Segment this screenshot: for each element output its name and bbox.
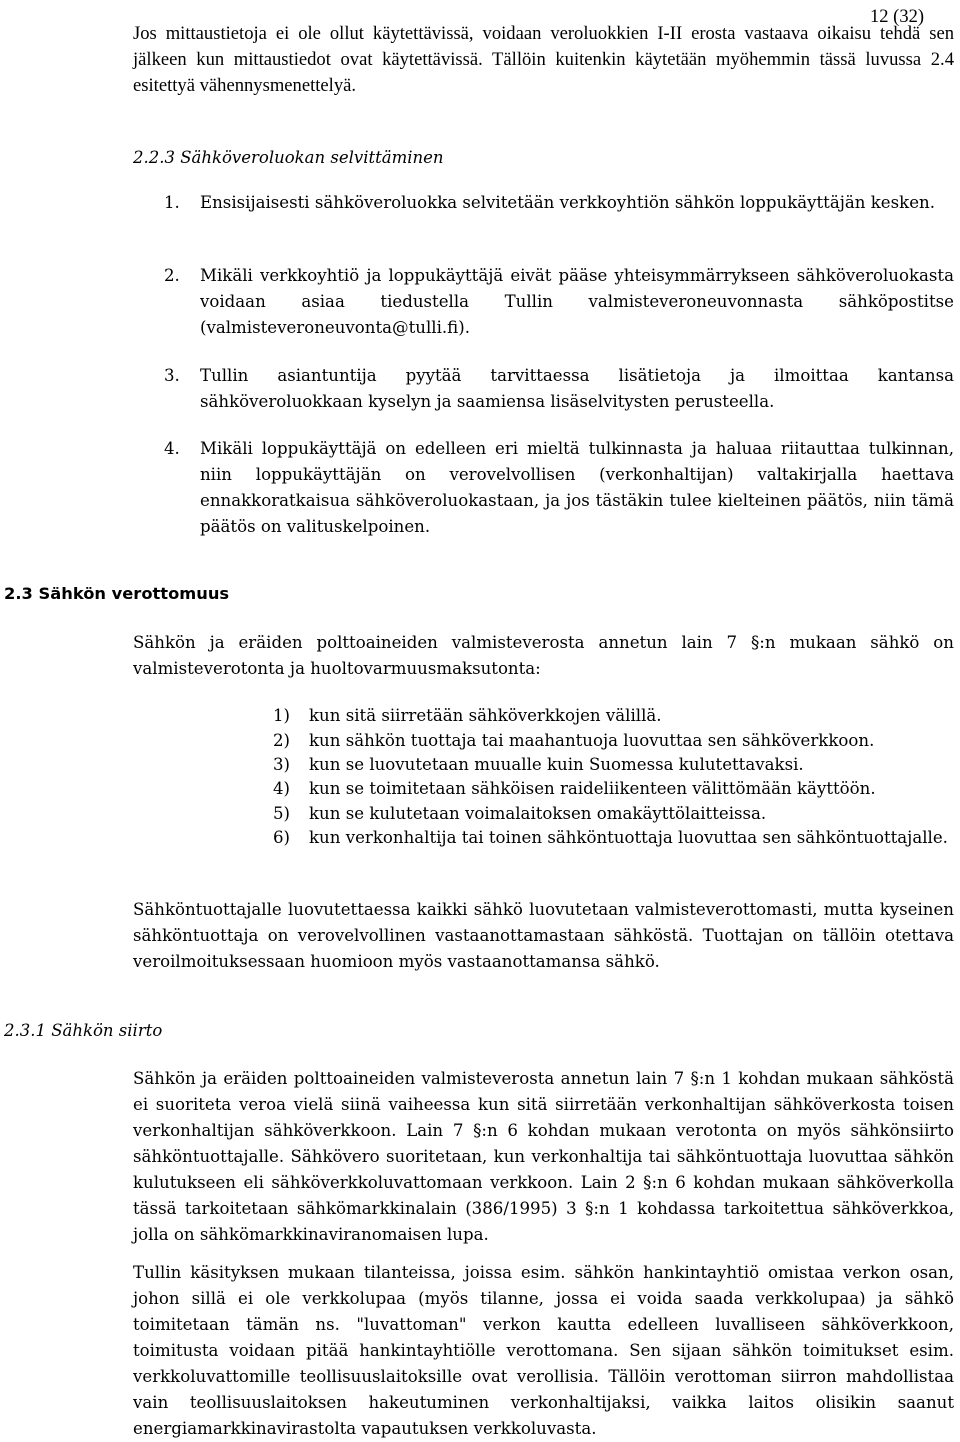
list-item: [273, 776, 954, 802]
section-heading-2-2-3: 2.2.3 Sähköveroluokan selvittäminen: [133, 148, 444, 167]
list-item-text: Ensisijaisesti sähköveroluokka selvitetään verkkoyhtiön sähkön loppukäyttäjän kesken.: [200, 193, 935, 212]
list-item-number: 4.: [164, 439, 180, 458]
list-item-number: 4): [273, 779, 291, 798]
list-item: [164, 436, 954, 540]
list-item-text: kun se kulutetaan voimalaitoksen omakäyttölaitteissa.: [309, 804, 767, 823]
list-item: [273, 728, 954, 754]
page-number: 12 (32): [870, 7, 924, 27]
list-item-text: Tullin asiantuntija pyytää tarvittaessa lisätietoja ja ilmoittaa kantansa sähköveroluokkaan kyselyn ja saamiensa lisäselvitysten perusteella.: [200, 366, 954, 411]
list-item-number: 2): [273, 731, 291, 750]
list-item: [273, 825, 954, 851]
list-item-text: kun se luovutetaan muualle kuin Suomessa kulutettavaksi.: [309, 755, 804, 774]
section-heading-2-3: 2.3 Sähkön verottomuus: [4, 584, 230, 603]
list-item-number: 1.: [164, 193, 180, 212]
list-item-number: 2.: [164, 266, 180, 285]
list-item-number: 5): [273, 804, 291, 823]
list-item-text: kun se toimitetaan sähköisen raideliikenteen välittömään käyttöön.: [309, 779, 876, 798]
section-2-3-1-paragraph-2: Tullin käsityksen mukaan tilanteissa, joissa esim. sähkön hankintayhtiö omistaa verkon osan, johon sillä ei ole verkkolupaa (myös tilanne, jossa ei voida saada verkkolupaa) ja sähkö toimitetaan tämän ns. "luvattoman" verkon kautta edelleen luvalliseen sähköverkkoon, toimitusta voidaan pitää hankintayhtiölle verottomana. Sen sijaan sähkön toimitukset esim. verkkoluvattomille teollisuuslaitoksille ovat verollisia. Tällöin verottoman siirron mahdollistaa vain teollisuuslaitoksen hakeutuminen verkonhaltijaksi, vaikka laitos olisikin saanut energiamarkkinavirastolta vapautuksen verkkoluvasta.: [133, 1263, 954, 1438]
list-item-number: 1): [273, 706, 291, 725]
list-item-number: 6): [273, 828, 291, 847]
list-item-text: Mikäli verkkoyhtiö ja loppukäyttäjä eivät pääse yhteisymmärrykseen sähköveroluokasta voidaan asiaa tiedustella Tullin valmisteveroneuvonnasta sähköpostitse (valmisteveroneuvonta@tulli.fi).: [200, 266, 954, 337]
list-item: [164, 363, 954, 415]
list-item-text: kun sitä siirretään sähköverkkojen välillä.: [309, 706, 662, 725]
list-item: [164, 190, 954, 216]
list-item-number: 3): [273, 755, 291, 774]
intro-paragraph: Jos mittaustietoja ei ole ollut käytettävissä, voidaan veroluokkien I-II erosta vastaava oikaisu tehdä sen jälkeen kun mittaustiedot ovat käytettävissä. Tällöin kuitenkin käytetään myöhemmin tässä luvussa 2.4 esitettyä vähennysmenettelyä.: [133, 23, 954, 96]
section-heading-2-3-1: 2.3.1 Sähkön siirto: [4, 1021, 163, 1040]
list-item-number: 3.: [164, 366, 180, 385]
list-item: [164, 263, 954, 341]
section-2-3-outro: Sähköntuottajalle luovutettaessa kaikki sähkö luovutetaan valmisteverottomasti, mutta kyseinen sähköntuottaja on verovelvollinen vastaanottamastaan sähköstä. Tuottajan on tällöin otettava veroilmoituksessaan huomioon myös vastaanottamansa sähkö.: [133, 900, 954, 971]
list-item: [273, 752, 954, 778]
list-item: [273, 801, 954, 827]
list-item-text: Mikäli loppukäyttäjä on edelleen eri mieltä tulkinnasta ja haluaa riitauttaa tulkinnan, niin loppukäyttäjän on verovelvollisen (verkonhaltijan) valtakirjalla haettava ennakkoratkaisua sähköveroluokastaan, ja jos tästäkin tulee kielteinen päätös, niin tämä päätös on valituskelpoinen.: [200, 439, 954, 536]
section-2-3-1-paragraph-1: Sähkön ja eräiden polttoaineiden valmisteverosta annetun lain 7 §:n 1 kohdan mukaan sähköstä ei suoriteta veroa vielä siinä vaiheessa kun sitä siirretään verkonhaltijan sähköverkosta toisen verkonhaltijan sähköverkkoon. Lain 7 §:n 6 kohdan mukaan verotonta on myös sähkönsiirto sähköntuottajalle. Sähkövero suoritetaan, kun verkonhaltija tai sähköntuottaja luovuttaa sähkön kulutukseen eli sähköverkkoluvattomaan verkkoon. Lain 2 §:n 6 kohdan mukaan sähköverkolla tässä tarkoitetaan sähkömarkkinalain (386/1995) 3 §:n 1 kohdassa tarkoitettua sähköverkkoa, jolla on sähkömarkkinaviranomaisen lupa.: [133, 1069, 954, 1244]
list-item-text: kun verkonhaltija tai toinen sähköntuottaja luovuttaa sen sähköntuottajalle.: [309, 828, 948, 847]
section-2-3-intro: Sähkön ja eräiden polttoaineiden valmisteverosta annetun lain 7 §:n mukaan sähkö on valmisteverotonta ja huoltovarmuusmaksutonta:: [133, 633, 954, 678]
list-item-text: kun sähkön tuottaja tai maahantuoja luovuttaa sen sähköverkkoon.: [309, 731, 875, 750]
list-item: [273, 703, 954, 729]
